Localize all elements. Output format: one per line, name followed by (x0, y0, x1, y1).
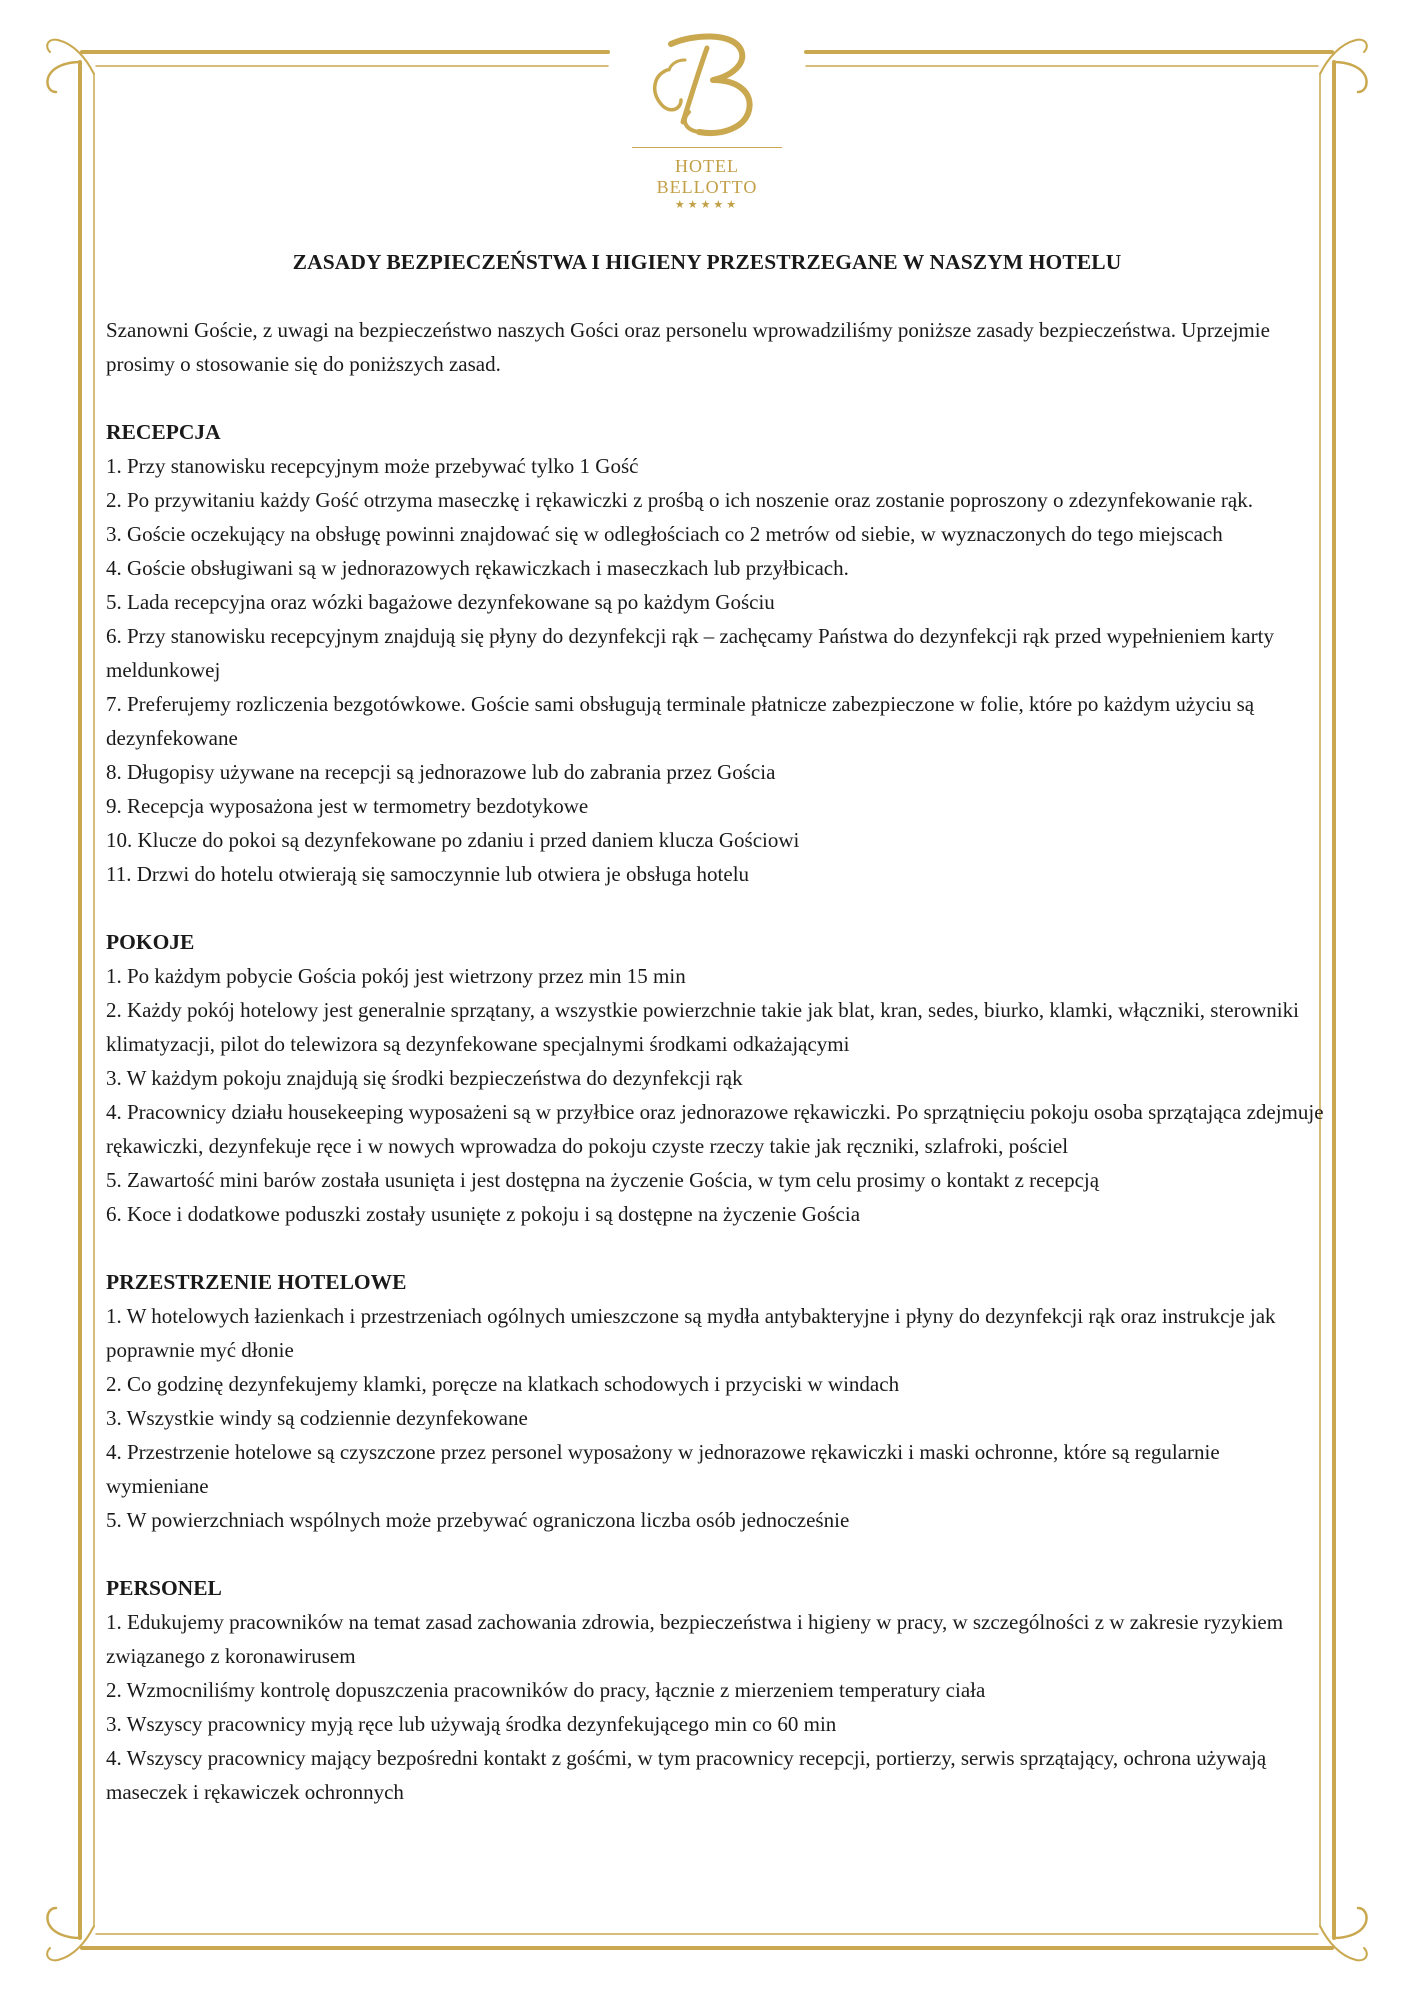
list-item: 9. Recepcja wyposażona jest w termometry bezdotykowe (106, 794, 589, 818)
list-item: 2. Wzmocniliśmy kontrolę dopuszczenia pracowników do pracy, łącznie z mierzeniem temperatury ciała (106, 1678, 986, 1702)
list-item: 4. Pracownicy działu housekeeping wyposażeni są w przyłbice oraz jednorazowe rękawiczki. Po sprzątnięciu pokoju osoba sprzątająca zdejmuje rękawiczki, dezynfekuje ręce i w nowych wprowadza do pokoju czyste rzeczy takie jak ręczniki, szlafroki, pościel (106, 1100, 1324, 1158)
logo-divider (632, 147, 782, 148)
section-recepcja (106, 415, 1326, 891)
list-item: 1. Edukujemy pracowników na temat zasad zachowania zdrowia, bezpieczeństwa i higieny w pracy, w szczególności z w zakresie ryzykiem związanego z koronawirusem (106, 1610, 1284, 1668)
document-body (106, 313, 1326, 1843)
list-item: 2. Każdy pokój hotelowy jest generalnie sprzątany, a wszystkie powierzchnie takie jak blat, kran, sedes, biurko, klamki, włączniki, sterowniki klimatyzacji, pilot do telewizora są dezynfekowane specjalnymi środkami odkażającymi (106, 998, 1299, 1056)
document-title: ZASADY BEZPIECZEŃSTWA I HIGIENY PRZESTRZEGANE W NASZYM HOTELU (292, 250, 1122, 274)
rules-list (106, 959, 1326, 1231)
list-item: 11. Drzwi do hotelu otwierają się samoczynnie lub otwiera je obsługa hotelu (106, 862, 750, 886)
monogram-b-icon (637, 30, 777, 145)
logo-line-name: BELLOTTO (656, 177, 758, 197)
list-item: 3. Wszyscy pracownicy myją ręce lub używają środka dezynfekującego min co 60 min (106, 1712, 837, 1736)
section-heading: PERSONEL (106, 1576, 222, 1600)
list-item: 4. Przestrzenie hotelowe są czyszczone przez personel wyposażony w jednorazowe rękawiczki i maski ochronne, które są regularnie wymieniane (106, 1440, 1220, 1498)
logo-stars: ★★★★★ (674, 199, 740, 211)
list-item: 1. Po każdym pobycie Gościa pokój jest wietrzony przez min 15 min (106, 964, 686, 988)
list-item: 5. Zawartość mini barów została usunięta i jest dostępna na życzenie Gościa, w tym celu prosimy o kontakt z recepcją (106, 1168, 1100, 1192)
rules-list (106, 1605, 1326, 1809)
list-item: 3. Goście oczekujący na obsługę powinni znajdować się w odległościach co 2 metrów od siebie, w wyznaczonych do tego miejscach (106, 522, 1223, 546)
section-personel (106, 1571, 1326, 1809)
list-item: 10. Klucze do pokoi są dezynfekowane po zdaniu i przed daniem klucza Gościowi (106, 828, 800, 852)
list-item: 2. Co godzinę dezynfekujemy klamki, poręcze na klatkach schodowych i przyciski w windach (106, 1372, 900, 1396)
list-item: 6. Przy stanowisku recepcyjnym znajdują się płyny do dezynfekcji rąk – zachęcamy Państwa do dezynfekcji rąk przed wypełnieniem karty meldunkowej (106, 624, 1275, 682)
intro-paragraph: Szanowni Goście, z uwagi na bezpieczeństwo naszych Gości oraz personelu wprowadziliśmy poniższe zasady bezpieczeństwa. Uprzejmie prosimy o stosowanie się do poniższych zasad. (106, 318, 1270, 376)
list-item: 8. Długopisy używane na recepcji są jednorazowe lub do zabrania przez Gościa (106, 760, 776, 784)
list-item: 2. Po przywitaniu każdy Gość otrzyma maseczkę i rękawiczki z prośbą o ich noszenie oraz zostanie poproszony o zdezynfekowanie rąk. (106, 488, 1253, 512)
list-item: 1. W hotelowych łazienkach i przestrzeniach ogólnych umieszczone są mydła antybakteryjne i płyny do dezynfekcji rąk oraz instrukcje jak poprawnie myć dłonie (106, 1304, 1276, 1362)
list-item: 4. Wszyscy pracownicy mający bezpośredni kontakt z gośćmi, w tym pracownicy recepcji, portierzy, serwis sprzątający, ochrona używają maseczek i rękawiczek ochronnych (106, 1746, 1267, 1804)
list-item: 1. Przy stanowisku recepcyjnym może przebywać tylko 1 Gość (106, 454, 639, 478)
list-item: 5. W powierzchniach wspólnych może przebywać ograniczona liczba osób jednocześnie (106, 1508, 850, 1532)
section-heading: RECEPCJA (106, 420, 221, 444)
list-item: 3. Wszystkie windy są codziennie dezynfekowane (106, 1406, 528, 1430)
list-item: 5. Lada recepcyjna oraz wózki bagażowe dezynfekowane są po każdym Gościu (106, 590, 775, 614)
rules-list (106, 449, 1326, 891)
section-heading: PRZESTRZENIE HOTELOWE (106, 1270, 407, 1294)
section-pokoje (106, 925, 1326, 1231)
list-item: 7. Preferujemy rozliczenia bezgotówkowe. Goście sami obsługują terminale płatnicze zabezpieczone w folie, które po każdym użyciu są dezynfekowane (106, 692, 1255, 750)
list-item: 4. Goście obsługiwani są w jednorazowych rękawiczkach i maseczkach lub przyłbicach. (106, 556, 849, 580)
list-item: 3. W każdym pokoju znajdują się środki bezpieczeństwa do dezynfekcji rąk (106, 1066, 743, 1090)
section-heading: POKOJE (106, 930, 195, 954)
list-item: 6. Koce i dodatkowe poduszki zostały usunięte z pokoju i są dostępne na życzenie Gościa (106, 1202, 861, 1226)
hotel-logo (597, 30, 817, 235)
section-przestrzenie-hotelowe (106, 1265, 1326, 1537)
rules-list (106, 1299, 1326, 1537)
logo-line-hotel: HOTEL (675, 156, 739, 176)
